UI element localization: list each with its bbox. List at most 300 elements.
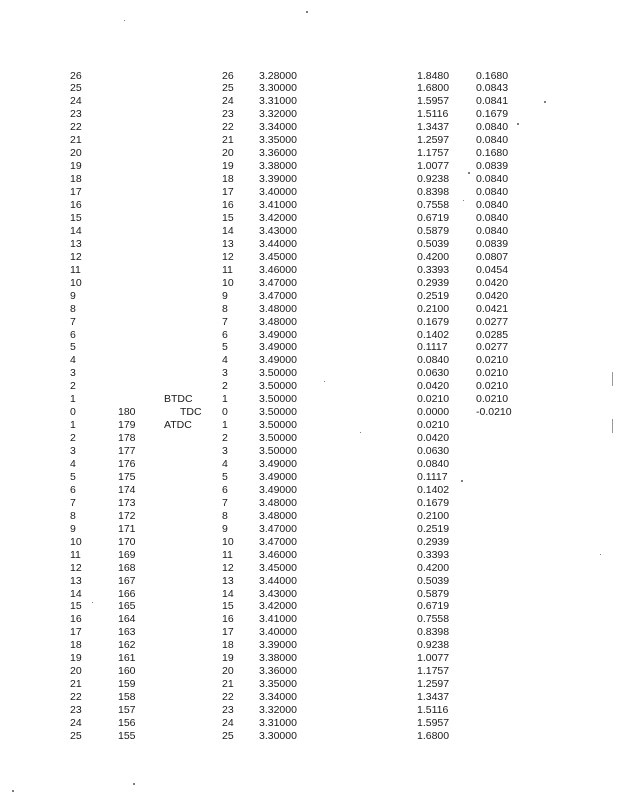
left-index-cell: 23 <box>70 108 82 121</box>
value-cell: 3.39000 <box>259 173 297 186</box>
value-cell: 3.48000 <box>259 509 297 522</box>
delta-cell: 0.0839 <box>476 237 509 250</box>
delta-cell: 0.0210 <box>476 380 509 393</box>
left-index-cell: 8 <box>70 302 76 315</box>
displacement-cell: 0.4200 <box>417 561 450 574</box>
value-cell: 3.49000 <box>259 458 297 470</box>
angle-cell: 174 <box>118 483 136 496</box>
left-index-cell: 22 <box>70 691 82 704</box>
left-index-cell: 19 <box>70 160 82 173</box>
left-index-cell: 12 <box>70 250 82 263</box>
displacement-cell: 0.0000 <box>417 406 450 419</box>
angle-cell: 168 <box>118 561 136 574</box>
value-cell: 3.48000 <box>259 315 297 328</box>
delta-cell: 0.0277 <box>476 315 509 328</box>
value-cell: 3.32000 <box>259 108 297 121</box>
value-cell: 3.35000 <box>259 678 297 691</box>
table-row <box>0 290 618 303</box>
index-cell: 2 <box>222 432 228 445</box>
left-index-cell: 12 <box>70 561 82 574</box>
angle-cell: 175 <box>118 470 136 483</box>
index-cell: 24 <box>222 95 234 108</box>
value-cell: 3.31000 <box>259 95 297 108</box>
angle-cell: 179 <box>118 419 136 432</box>
delta-cell: 0.0210 <box>476 367 509 380</box>
table-row <box>0 613 618 626</box>
angle-cell: 158 <box>118 691 136 704</box>
displacement-cell: 1.6800 <box>417 729 450 742</box>
displacement-cell: 1.3437 <box>417 691 450 704</box>
delta-cell: 0.0840 <box>476 121 509 134</box>
displacement-cell: 0.4200 <box>417 250 450 263</box>
index-cell: 21 <box>222 678 234 691</box>
delta-cell: 0.1679 <box>476 108 509 121</box>
table-row <box>0 199 618 212</box>
delta-cell: 0.0840 <box>476 186 509 199</box>
angle-cell: 155 <box>118 729 136 742</box>
table-row <box>0 380 618 393</box>
displacement-cell: 1.6800 <box>417 82 450 95</box>
table-row <box>0 730 618 743</box>
left-index-cell: 18 <box>70 173 82 186</box>
table-row <box>0 536 618 549</box>
displacement-cell: 0.2100 <box>417 302 450 315</box>
value-cell: 3.31000 <box>259 717 297 729</box>
table-row <box>0 484 618 497</box>
displacement-cell: 1.2597 <box>417 678 450 691</box>
index-cell: 23 <box>222 108 234 121</box>
value-cell: 3.50000 <box>259 419 297 432</box>
index-cell: 25 <box>222 729 234 742</box>
left-index-cell: 4 <box>70 354 76 367</box>
scan-speck <box>360 432 361 433</box>
delta-cell: 0.0839 <box>476 160 509 173</box>
value-cell: 3.36000 <box>259 147 297 160</box>
displacement-cell: 0.7558 <box>417 199 450 211</box>
index-cell: 16 <box>222 613 234 626</box>
left-index-cell: 20 <box>70 147 82 160</box>
table-row <box>0 108 618 121</box>
displacement-cell: 0.2939 <box>417 276 450 289</box>
angle-cell: 167 <box>118 574 136 587</box>
table-row <box>0 445 618 458</box>
angle-cell: 164 <box>118 613 136 626</box>
table-row <box>0 212 618 225</box>
value-cell: 3.50000 <box>259 380 297 393</box>
displacement-cell: 1.1757 <box>417 665 450 678</box>
index-cell: 23 <box>222 704 234 717</box>
angle-cell: 173 <box>118 496 136 509</box>
table-row <box>0 238 618 251</box>
value-cell: 3.48000 <box>259 302 297 315</box>
left-index-cell: 20 <box>70 665 82 678</box>
table-row <box>0 432 618 445</box>
displacement-cell: 1.3437 <box>417 121 450 134</box>
index-cell: 1 <box>222 393 228 406</box>
index-cell: 3 <box>222 445 228 458</box>
angle-cell: 176 <box>118 458 136 470</box>
angle-cell: 172 <box>118 509 136 522</box>
index-cell: 9 <box>222 289 228 302</box>
displacement-cell: 0.1402 <box>417 483 450 496</box>
index-cell: 12 <box>222 250 234 263</box>
scan-speck <box>463 200 464 201</box>
table-row <box>0 95 618 108</box>
angle-cell: 171 <box>118 522 136 535</box>
angle-cell: 161 <box>118 652 136 665</box>
index-cell: 18 <box>222 173 234 186</box>
angle-cell: 163 <box>118 626 136 639</box>
table-row <box>0 277 618 290</box>
displacement-cell: 0.8398 <box>417 186 450 199</box>
left-index-cell: 15 <box>70 211 82 224</box>
angle-cell: 166 <box>118 587 136 600</box>
delta-cell: 0.1680 <box>476 147 509 160</box>
index-cell: 15 <box>222 600 234 613</box>
table-row <box>0 134 618 147</box>
table-row <box>0 341 618 354</box>
displacement-cell: 0.1117 <box>417 341 448 354</box>
delta-cell: 0.0840 <box>476 134 509 147</box>
value-cell: 3.28000 <box>259 69 297 82</box>
scan-speck <box>124 20 125 21</box>
angle-cell: 162 <box>118 639 136 652</box>
displacement-cell: 0.0210 <box>417 393 450 406</box>
table-row <box>0 665 618 678</box>
index-cell: 18 <box>222 639 234 652</box>
delta-cell: -0.0210 <box>476 406 512 419</box>
value-cell: 3.40000 <box>259 186 297 199</box>
displacement-cell: 0.1679 <box>417 315 450 328</box>
table-row <box>0 652 618 665</box>
value-cell: 3.49000 <box>259 470 297 483</box>
value-cell: 3.30000 <box>259 82 297 95</box>
index-cell: 17 <box>222 186 234 199</box>
displacement-cell: 0.5039 <box>417 574 450 587</box>
displacement-cell: 0.1117 <box>417 470 448 483</box>
left-index-cell: 7 <box>70 315 76 328</box>
table-row <box>0 458 618 471</box>
left-index-cell: 13 <box>70 574 82 587</box>
displacement-cell: 1.5957 <box>417 717 450 729</box>
index-cell: 11 <box>222 548 233 561</box>
displacement-cell: 0.1679 <box>417 496 450 509</box>
value-cell: 3.42000 <box>259 600 297 613</box>
value-cell: 3.47000 <box>259 289 297 302</box>
displacement-cell: 0.5879 <box>417 224 450 237</box>
displacement-cell: 1.5957 <box>417 95 450 108</box>
value-cell: 3.47000 <box>259 535 297 548</box>
delta-cell: 0.0285 <box>476 328 509 341</box>
table-row <box>0 678 618 691</box>
index-cell: 17 <box>222 626 234 639</box>
value-cell: 3.41000 <box>259 199 297 211</box>
value-cell: 3.50000 <box>259 445 297 458</box>
table-row <box>0 497 618 510</box>
index-cell: 24 <box>222 717 234 729</box>
index-cell: 6 <box>222 483 228 496</box>
table-row <box>0 704 618 717</box>
value-cell: 3.49000 <box>259 328 297 341</box>
table-row <box>0 419 618 432</box>
displacement-cell: 0.0630 <box>417 367 450 380</box>
displacement-cell: 0.9238 <box>417 639 450 652</box>
delta-cell: 0.1680 <box>476 69 509 82</box>
angle-cell: 160 <box>118 665 136 678</box>
displacement-cell: 0.3393 <box>417 548 450 561</box>
displacement-cell: 1.0077 <box>417 160 450 173</box>
delta-cell: 0.0210 <box>476 393 509 406</box>
delta-cell: 0.0840 <box>476 199 509 211</box>
table-row <box>0 121 618 134</box>
index-cell: 9 <box>222 522 228 535</box>
left-index-cell: 3 <box>70 367 76 380</box>
value-cell: 3.34000 <box>259 691 297 704</box>
angle-cell: 169 <box>118 548 136 561</box>
value-cell: 3.44000 <box>259 574 297 587</box>
index-cell: 22 <box>222 121 234 134</box>
value-cell: 3.46000 <box>259 263 297 276</box>
left-index-cell: 0 <box>70 406 76 419</box>
index-cell: 13 <box>222 574 234 587</box>
delta-cell: 0.0420 <box>476 276 509 289</box>
index-cell: 10 <box>222 535 234 548</box>
displacement-cell: 0.6719 <box>417 211 450 224</box>
table-row <box>0 186 618 199</box>
angle-cell: 170 <box>118 535 136 548</box>
left-index-cell: 5 <box>70 341 76 354</box>
value-cell: 3.50000 <box>259 406 297 419</box>
value-cell: 3.39000 <box>259 639 297 652</box>
left-index-cell: 1 <box>70 419 76 432</box>
table-row <box>0 588 618 601</box>
index-cell: 2 <box>222 380 228 393</box>
value-cell: 3.36000 <box>259 665 297 678</box>
displacement-cell: 1.8480 <box>417 69 450 82</box>
left-index-cell: 9 <box>70 522 76 535</box>
displacement-cell: 0.9238 <box>417 173 450 186</box>
value-cell: 3.50000 <box>259 432 297 445</box>
left-index-cell: 23 <box>70 704 82 717</box>
left-index-cell: 2 <box>70 432 76 445</box>
delta-cell: 0.0421 <box>476 302 509 315</box>
value-cell: 3.38000 <box>259 160 297 173</box>
position-label-cell: BTDC <box>164 393 193 406</box>
table-row <box>0 691 618 704</box>
value-cell: 3.50000 <box>259 393 297 406</box>
left-index-cell: 17 <box>70 186 82 199</box>
displacement-cell: 0.0840 <box>417 458 450 470</box>
left-index-cell: 8 <box>70 509 76 522</box>
index-cell: 7 <box>222 315 228 328</box>
delta-cell: 0.0210 <box>476 354 509 367</box>
table-row <box>0 329 618 342</box>
left-index-cell: 1 <box>70 393 76 406</box>
index-cell: 16 <box>222 199 234 211</box>
index-cell: 22 <box>222 691 234 704</box>
left-index-cell: 17 <box>70 626 82 639</box>
displacement-cell: 0.2939 <box>417 535 450 548</box>
table-row <box>0 225 618 238</box>
displacement-cell: 0.5039 <box>417 237 450 250</box>
index-cell: 19 <box>222 160 234 173</box>
table-row <box>0 173 618 186</box>
left-index-cell: 7 <box>70 496 76 509</box>
index-cell: 4 <box>222 458 228 470</box>
value-cell: 3.47000 <box>259 522 297 535</box>
table-row <box>0 70 618 83</box>
table-row <box>0 354 618 367</box>
scan-edge-mark <box>612 419 613 433</box>
index-cell: 6 <box>222 328 228 341</box>
index-cell: 11 <box>222 263 233 276</box>
scan-speck <box>544 101 546 103</box>
index-cell: 20 <box>222 147 234 160</box>
angle-cell: 177 <box>118 445 136 458</box>
delta-cell: 0.0277 <box>476 341 509 354</box>
scan-speck <box>306 11 308 13</box>
index-cell: 14 <box>222 224 234 237</box>
left-index-cell: 21 <box>70 134 82 147</box>
displacement-cell: 0.7558 <box>417 613 450 626</box>
left-index-cell: 11 <box>70 263 81 276</box>
table-row <box>0 717 618 730</box>
index-cell: 26 <box>222 69 234 82</box>
displacement-cell: 0.2519 <box>417 289 450 302</box>
index-cell: 5 <box>222 470 228 483</box>
position-label-cell: TDC <box>180 406 202 419</box>
value-cell: 3.41000 <box>259 613 297 626</box>
index-cell: 3 <box>222 367 228 380</box>
left-index-cell: 11 <box>70 548 81 561</box>
left-index-cell: 25 <box>70 82 82 95</box>
table-row <box>0 471 618 484</box>
scan-edge-mark <box>612 372 613 386</box>
table-row <box>0 303 618 316</box>
value-cell: 3.38000 <box>259 652 297 665</box>
left-index-cell: 9 <box>70 289 76 302</box>
table-row <box>0 626 618 639</box>
displacement-cell: 0.1402 <box>417 328 450 341</box>
displacement-cell: 0.6719 <box>417 600 450 613</box>
index-cell: 8 <box>222 302 228 315</box>
left-index-cell: 16 <box>70 199 82 211</box>
displacement-cell: 0.2519 <box>417 522 450 535</box>
index-cell: 1 <box>222 419 228 432</box>
value-cell: 3.49000 <box>259 354 297 367</box>
left-index-cell: 21 <box>70 678 82 691</box>
left-index-cell: 10 <box>70 276 82 289</box>
left-index-cell: 24 <box>70 717 82 729</box>
displacement-cell: 0.0420 <box>417 432 450 445</box>
index-cell: 25 <box>222 82 234 95</box>
value-cell: 3.47000 <box>259 276 297 289</box>
table-row <box>0 367 618 380</box>
delta-cell: 0.0420 <box>476 289 509 302</box>
value-cell: 3.49000 <box>259 341 297 354</box>
left-index-cell: 26 <box>70 69 82 82</box>
displacement-cell: 1.0077 <box>417 652 450 665</box>
value-cell: 3.49000 <box>259 483 297 496</box>
left-index-cell: 19 <box>70 652 82 665</box>
value-cell: 3.46000 <box>259 548 297 561</box>
left-index-cell: 2 <box>70 380 76 393</box>
left-index-cell: 4 <box>70 458 76 470</box>
table-row <box>0 562 618 575</box>
delta-cell: 0.0840 <box>476 224 509 237</box>
angle-cell: 165 <box>118 600 136 613</box>
left-index-cell: 10 <box>70 535 82 548</box>
angle-cell: 180 <box>118 406 136 419</box>
value-cell: 3.32000 <box>259 704 297 717</box>
position-label-cell: ATDC <box>164 419 192 432</box>
displacement-cell: 1.5116 <box>417 108 449 121</box>
table-row <box>0 523 618 536</box>
left-index-cell: 24 <box>70 95 82 108</box>
left-index-cell: 15 <box>70 600 82 613</box>
index-cell: 10 <box>222 276 234 289</box>
index-cell: 15 <box>222 211 234 224</box>
delta-cell: 0.0454 <box>476 263 509 276</box>
table-row <box>0 147 618 160</box>
value-cell: 3.42000 <box>259 211 297 224</box>
scan-speck <box>324 381 325 382</box>
index-cell: 7 <box>222 496 228 509</box>
left-index-cell: 3 <box>70 445 76 458</box>
angle-cell: 156 <box>118 717 136 729</box>
displacement-cell: 1.2597 <box>417 134 450 147</box>
left-index-cell: 14 <box>70 587 82 600</box>
table-row <box>0 406 618 419</box>
delta-cell: 0.0807 <box>476 250 509 263</box>
value-cell: 3.30000 <box>259 729 297 742</box>
scan-speck <box>517 123 519 125</box>
left-index-cell: 6 <box>70 483 76 496</box>
value-cell: 3.35000 <box>259 134 297 147</box>
value-cell: 3.43000 <box>259 224 297 237</box>
angle-cell: 159 <box>118 678 136 691</box>
scan-speck <box>461 480 463 482</box>
scan-speck <box>12 790 14 792</box>
left-index-cell: 25 <box>70 729 82 742</box>
value-cell: 3.48000 <box>259 496 297 509</box>
left-index-cell: 13 <box>70 237 82 250</box>
delta-cell: 0.0841 <box>476 95 509 108</box>
left-index-cell: 22 <box>70 121 82 134</box>
table-row <box>0 575 618 588</box>
index-cell: 12 <box>222 561 234 574</box>
displacement-cell: 0.0630 <box>417 445 450 458</box>
left-index-cell: 14 <box>70 224 82 237</box>
value-cell: 3.45000 <box>259 250 297 263</box>
table-row <box>0 316 618 329</box>
index-cell: 0 <box>222 406 228 419</box>
index-cell: 5 <box>222 341 228 354</box>
table-row <box>0 393 618 406</box>
table-row <box>0 639 618 652</box>
angle-cell: 178 <box>118 432 136 445</box>
displacement-cell: 0.0210 <box>417 419 450 432</box>
index-cell: 21 <box>222 134 234 147</box>
index-cell: 14 <box>222 587 234 600</box>
scan-speck <box>600 554 601 555</box>
index-cell: 13 <box>222 237 234 250</box>
delta-cell: 0.0843 <box>476 82 509 95</box>
table-row <box>0 82 618 95</box>
displacement-cell: 0.2100 <box>417 509 450 522</box>
left-index-cell: 5 <box>70 470 76 483</box>
index-cell: 4 <box>222 354 228 367</box>
